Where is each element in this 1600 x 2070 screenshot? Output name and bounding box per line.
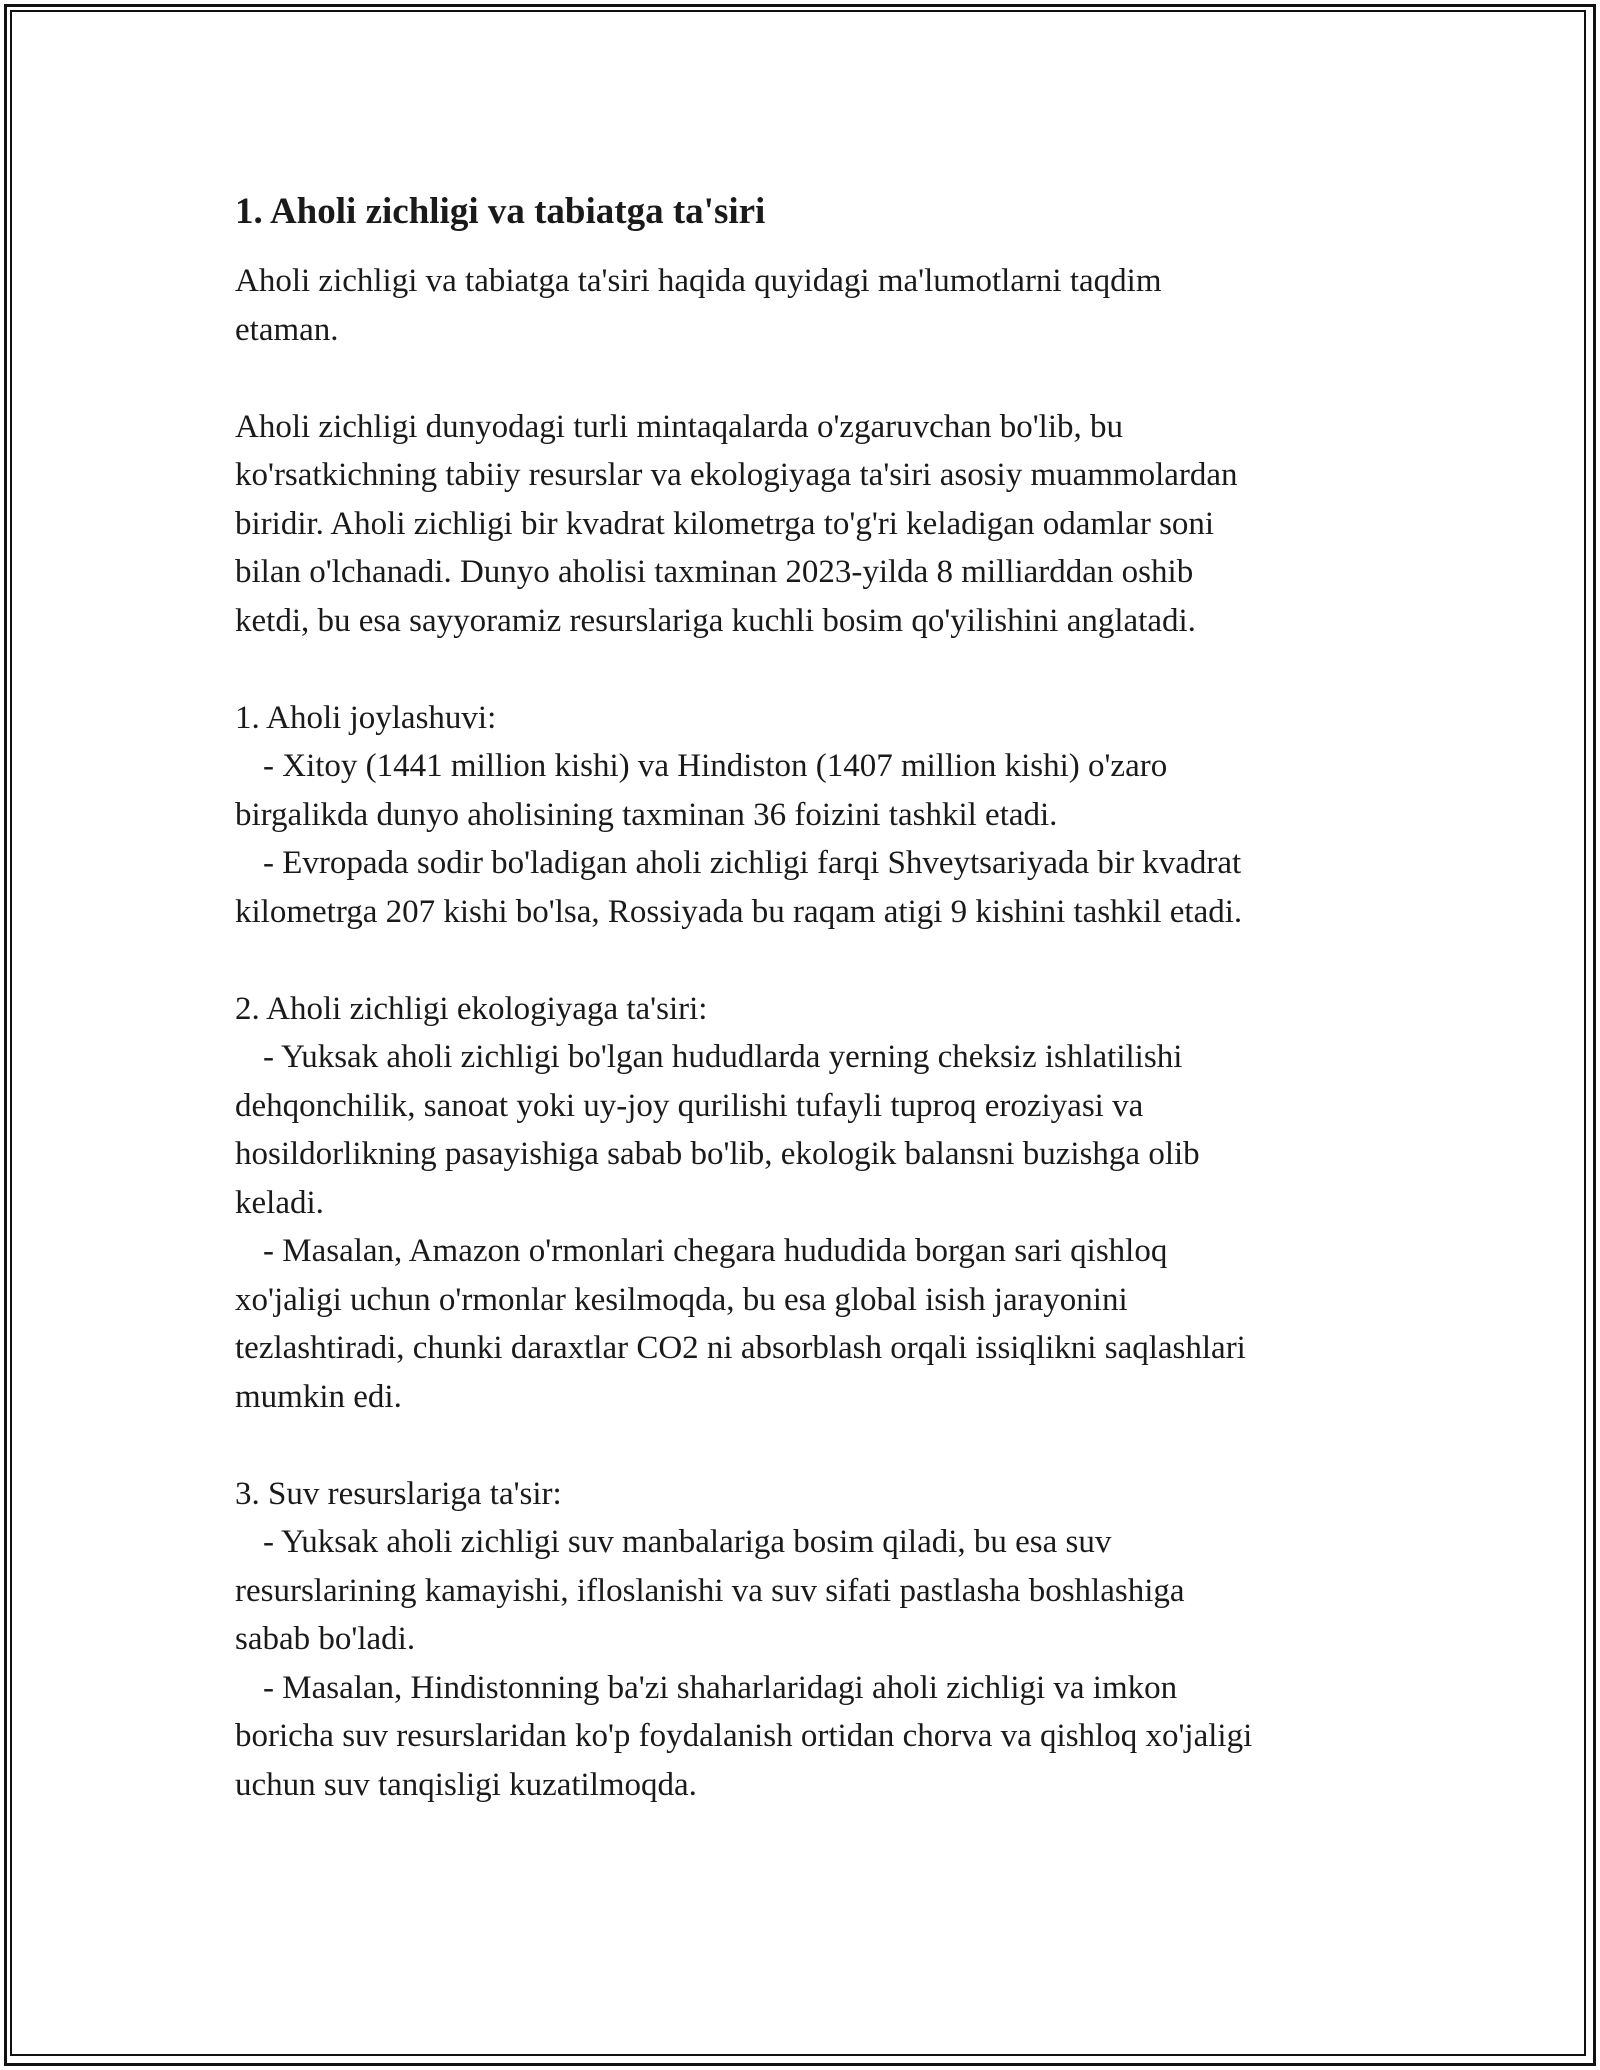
- bullet-item: [235, 1033, 1385, 1227]
- bullet-line: - Masalan, Amazon o'rmonlari chegara hududida borgan sari qishloq: [263, 1233, 1168, 1269]
- bullet-line: sabab bo'ladi.: [235, 1621, 416, 1657]
- paragraph-line: Aholi zichligi dunyodagi turli mintaqalarda o'zgaruvchan bo'lib, bu: [235, 408, 1124, 445]
- bullet-line: kilometrga 207 kishi bo'lsa, Rossiyada bu raqam atigi 9 kishini tashkil etadi.: [235, 893, 1243, 930]
- section-water-resources: [235, 1470, 1385, 1810]
- bullet-line: keladi.: [235, 1184, 324, 1221]
- bullet-item: [235, 839, 1385, 936]
- paragraph-line: ko'rsatkichning tabiiy resurslar va ekologiyaga ta'siri asosiy muammolardan: [235, 457, 1238, 493]
- bullet-item: [235, 1664, 1385, 1810]
- bullet-line: xo'jaligi uchun o'rmonlar kesilmoqda, bu esa global isish jarayonini: [235, 1281, 1128, 1318]
- bullet-line: birgalikda dunyo aholisining taxminan 36 foizini tashkil etadi.: [235, 796, 1058, 833]
- main-paragraph: [235, 403, 1385, 646]
- bullet-line: hosildorlikning pasayishiga sabab bo'lib, ekologik balansni buzishga olib: [235, 1136, 1200, 1172]
- bullet-item: [235, 1518, 1385, 1664]
- paragraph-line: biridir. Aholi zichligi bir kvadrat kilometrga to'g'ri keladigan odamlar soni: [235, 505, 1215, 542]
- section-heading: 1. Aholi joylashuvi:: [235, 699, 497, 736]
- bullet-line: dehqonchilik, sanoat yoki uy-joy qurilishi tufayli tuproq eroziyasi va: [235, 1087, 1144, 1124]
- bullet-line: - Yuksak aholi zichligi suv manbalariga bosim qiladi, bu esa suv: [263, 1524, 1112, 1560]
- bullet-line: - Evropada sodir bo'ladigan aholi zichligi farqi Shveytsariyada bir kvadrat: [263, 845, 1242, 881]
- section-population-distribution: [235, 694, 1385, 937]
- section-heading: 3. Suv resurslariga ta'sir:: [235, 1475, 562, 1512]
- document-title: 1. Aholi zichligi va tabiatga ta'siri: [235, 191, 766, 232]
- blank-line: [235, 1421, 1385, 1470]
- paragraph-line: ketdi, bu esa sayyoramiz resurslariga kuchli bosim qo'yilishini anglatadi.: [235, 602, 1196, 639]
- paragraph-line: bilan o'lchanadi. Dunyo aholisi taxminan 2023-yilda 8 milliarddan oshib: [235, 554, 1194, 590]
- blank-line: [235, 645, 1385, 694]
- intro-line: Aholi zichligi va tabiatga ta'siri haqida quyidagi ma'lumotlarni taqdim: [235, 263, 1162, 299]
- bullet-line: - Xitoy (1441 million kishi) va Hindiston (1407 million kishi) o'zaro: [263, 748, 1168, 784]
- bullet-line: uchun suv tanqisligi kuzatilmoqda.: [235, 1766, 697, 1803]
- blank-line: [235, 936, 1385, 985]
- blank-line: [235, 354, 1385, 403]
- section-heading: 2. Aholi zichligi ekologiyaga ta'siri:: [235, 990, 708, 1027]
- bullet-item: [235, 742, 1385, 839]
- bullet-line: boricha suv resurslaridan ko'p foydalanish ortidan chorva va qishloq xo'jaligi: [235, 1718, 1253, 1754]
- bullet-line: - Yuksak aholi zichligi bo'lgan hududlarda yerning cheksiz ishlatilishi: [263, 1039, 1183, 1075]
- bullet-line: mumkin edi.: [235, 1378, 402, 1415]
- section-ecology-impact: [235, 985, 1385, 1422]
- bullet-line: tezlashtiradi, chunki daraxtlar CO2 ni absorblash orqali issiqlikni saqlashlari: [235, 1330, 1246, 1366]
- document-body: [235, 187, 1385, 1809]
- bullet-line: resurslarining kamayishi, ifloslanishi va suv sifati pastlasha boshlashiga: [235, 1572, 1185, 1609]
- bullet-item: [235, 1227, 1385, 1421]
- intro-paragraph: [235, 257, 1385, 354]
- bullet-line: - Masalan, Hindistonning ba'zi shaharlaridagi aholi zichligi va imkon: [263, 1669, 1178, 1706]
- intro-line: etaman.: [235, 311, 339, 348]
